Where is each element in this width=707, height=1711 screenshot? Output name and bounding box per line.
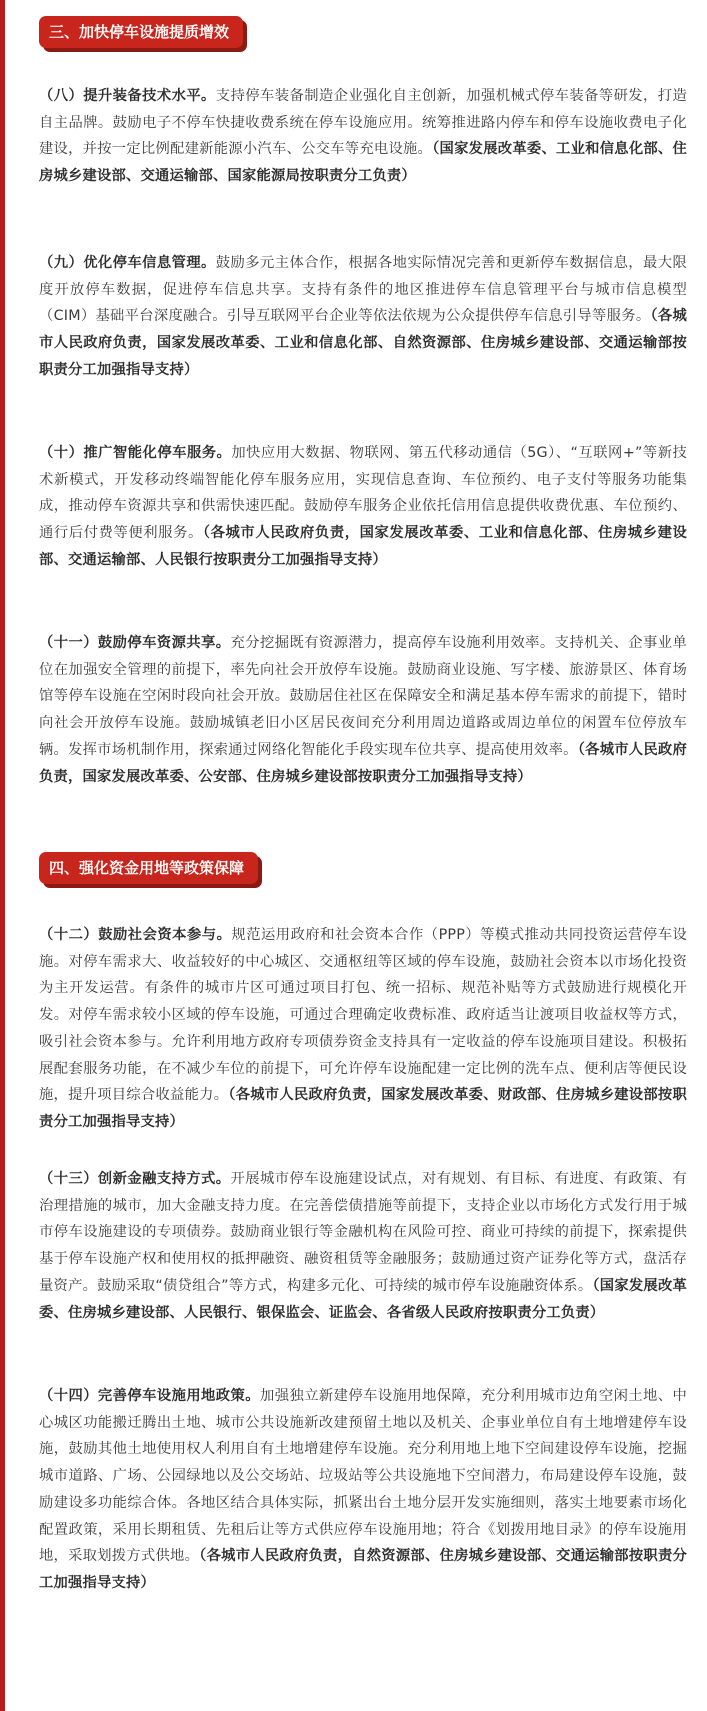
- paragraph-lead: （十）推广智能化停车服务。: [39, 445, 232, 461]
- paragraph-body: 充分挖掘既有资源潜力，提高停车设施利用效率。支持机关、企事业单位在加强安全管理的前提下，率先向社会开放停车设施。鼓励商业设施、写字楼、旅游景区、体育场馆等停车设施在空闲时段向社会开放。鼓励居住社区在保障安全和满足基本停车需求的前提下，错时向社会开放停车设施。鼓励城镇老旧小区居民夜间充分利用周边道路或周边单位的闲置车位停放车辆。发挥市场机制作用，探索通过网络化智能化手段实现车位共享、提高使用效率。: [39, 635, 687, 758]
- paragraph-body: 支持停车装备制造企业强化自主创新，加强机械式停车装备等研发，打造自主品牌。鼓励电子不停车快捷收费系统在停车设施应用。统筹推进路内停车和停车设施收费电子化建设，并按一定比例配建新能源小汽车、公交车等充电设施。: [39, 88, 687, 158]
- paragraph-lead: （十二）鼓励社会资本参与。: [39, 927, 232, 943]
- responsibility-note: （国家发展改革委、住房城乡建设部、人民银行、银保监会、证监会、各省级人民政府按职责分工负责）: [39, 1277, 688, 1321]
- paragraph-lead: （十四）完善停车设施用地政策。: [39, 1388, 260, 1404]
- responsibility-note: （各城市人民政府负责，国家发展改革委、工业和信息化部、自然资源部、住房城乡建设部、交通运输部按职责分工加强指导支持）: [39, 308, 687, 378]
- paragraph-10: [39, 440, 687, 574]
- responsibility-note: （各城市人民政府负责，国家发展改革委、财政部、住房城乡建设部按职责分工加强指导支持）: [39, 1087, 687, 1130]
- responsibility-note: （各城市人民政府负责，国家发展改革委、公安部、住房城乡建设部按职责分工加强指导支持）: [39, 741, 687, 785]
- paragraph-lead: （十三）创新金融支持方式。: [39, 1171, 231, 1187]
- paragraph-14: [39, 1383, 687, 1597]
- responsibility-note: （各城市人民政府负责，自然资源部、住房城乡建设部、交通运输部按职责分工加强指导支持）: [39, 1548, 687, 1591]
- paragraph-body: 规范运用政府和社会资本合作（PPP）等模式推动共同投资运营停车设施。对停车需求大、收益较好的中心城区、交通枢纽等区域的停车设施，鼓励社会资本以市场化投资为主开发运营。有条件的城市片区可通过项目打包、统一招标、规范补贴等方式鼓励进行规模化开发。对停车需求较小区域的停车设施，可通过合理确定收费标准、政府适当让渡项目收益权等方式，吸引社会资本参与。允许利用地方政府专项债券资金支持具有一定收益的停车设施项目建设。积极拓展配套服务功能，在不减少车位的前提下，可允许停车设施配建一定比例的洗车点、便利店等便民设施，提升项目综合收益能力。: [39, 927, 687, 1104]
- section-heading-4: 四、强化资金用地等政策保障: [39, 852, 258, 884]
- paragraph-body: 加强独立新建停车设施用地保障，充分利用城市边角空闲土地、中心城区功能搬迁腾出土地、城市公共设施新改建预留土地以及机关、企事业单位自有土地增建停车设施，鼓励其他土地使用权人利用自有土地增建停车设施。充分利用地上地下空间建设停车设施，挖掘城市道路、广场、公园绿地以及公交场站、垃圾站等公共设施地下空间潜力，布局建设停车设施，鼓励建设多功能综合体。各地区结合具体实际，抓紧出台土地分层开发实施细则，落实土地要素市场化配置政策，采用长期租赁、先租后让等方式供应停车设施用地；符合《划拨用地目录》的停车设施用地，采取划拨方式供地。: [39, 1388, 688, 1565]
- paragraph-body: 加快应用大数据、物联网、第五代移动通信（5G）、“互联网+”等新技术新模式，开发移动终端智能化停车服务应用，实现信息查询、车位预约、电子支付等服务功能集成，推动停车资源共享和供需快速匹配。鼓励停车服务企业依托信用信息提供收费优惠、车位预约、通行后付费等便利服务。: [39, 445, 687, 542]
- paragraph-13: [39, 1166, 687, 1326]
- paragraph-body: 开展城市停车设施建设试点，对有规划、有目标、有进度、有政策、有治理措施的城市，加大金融支持力度。在完善偿债措施等前提下，支持企业以市场化方式发行用于城市停车设施建设的专项债券。鼓励商业银行等金融机构在风险可控、商业可持续的前提下，探索提供基于停车设施产权和使用权的抵押融资、融资租赁等金融服务；鼓励通过资产证券化等方式，盘活存量资产。鼓励采取“债贷组合”等方式，构建多元化、可持续的城市停车设施融资体系。: [39, 1171, 687, 1294]
- paragraph-lead: （九）优化停车信息管理。: [39, 255, 216, 271]
- paragraph-lead: （十一）鼓励停车资源共享。: [39, 635, 231, 651]
- paragraph-8: [39, 83, 687, 190]
- responsibility-note: （国家发展改革委、工业和信息化部、住房城乡建设部、交通运输部、国家能源局按职责分工负责）: [39, 141, 687, 185]
- section-heading-3: 三、加快停车设施提质增效: [39, 16, 243, 48]
- paragraph-lead: （八）提升装备技术水平。: [39, 88, 216, 104]
- paragraph-12: [39, 922, 687, 1136]
- paragraph-9: [39, 250, 687, 384]
- paragraph-body: 鼓励多元主体合作，根据各地实际情况完善和更新停车数据信息，最大限度开放停车数据，促进停车信息共享。支持有条件的地区推进停车信息管理平台与城市信息模型（CIM）基础平台深度融合。引导互联网平台企业等依法依规为公众提供停车信息引导等服务。: [39, 255, 687, 325]
- responsibility-note: （各城市人民政府负责，国家发展改革委、工业和信息化部、住房城乡建设部、交通运输部、人民银行按职责分工加强指导支持）: [39, 525, 687, 568]
- left-accent-rule: [0, 0, 5, 1711]
- paragraph-11: [39, 630, 687, 790]
